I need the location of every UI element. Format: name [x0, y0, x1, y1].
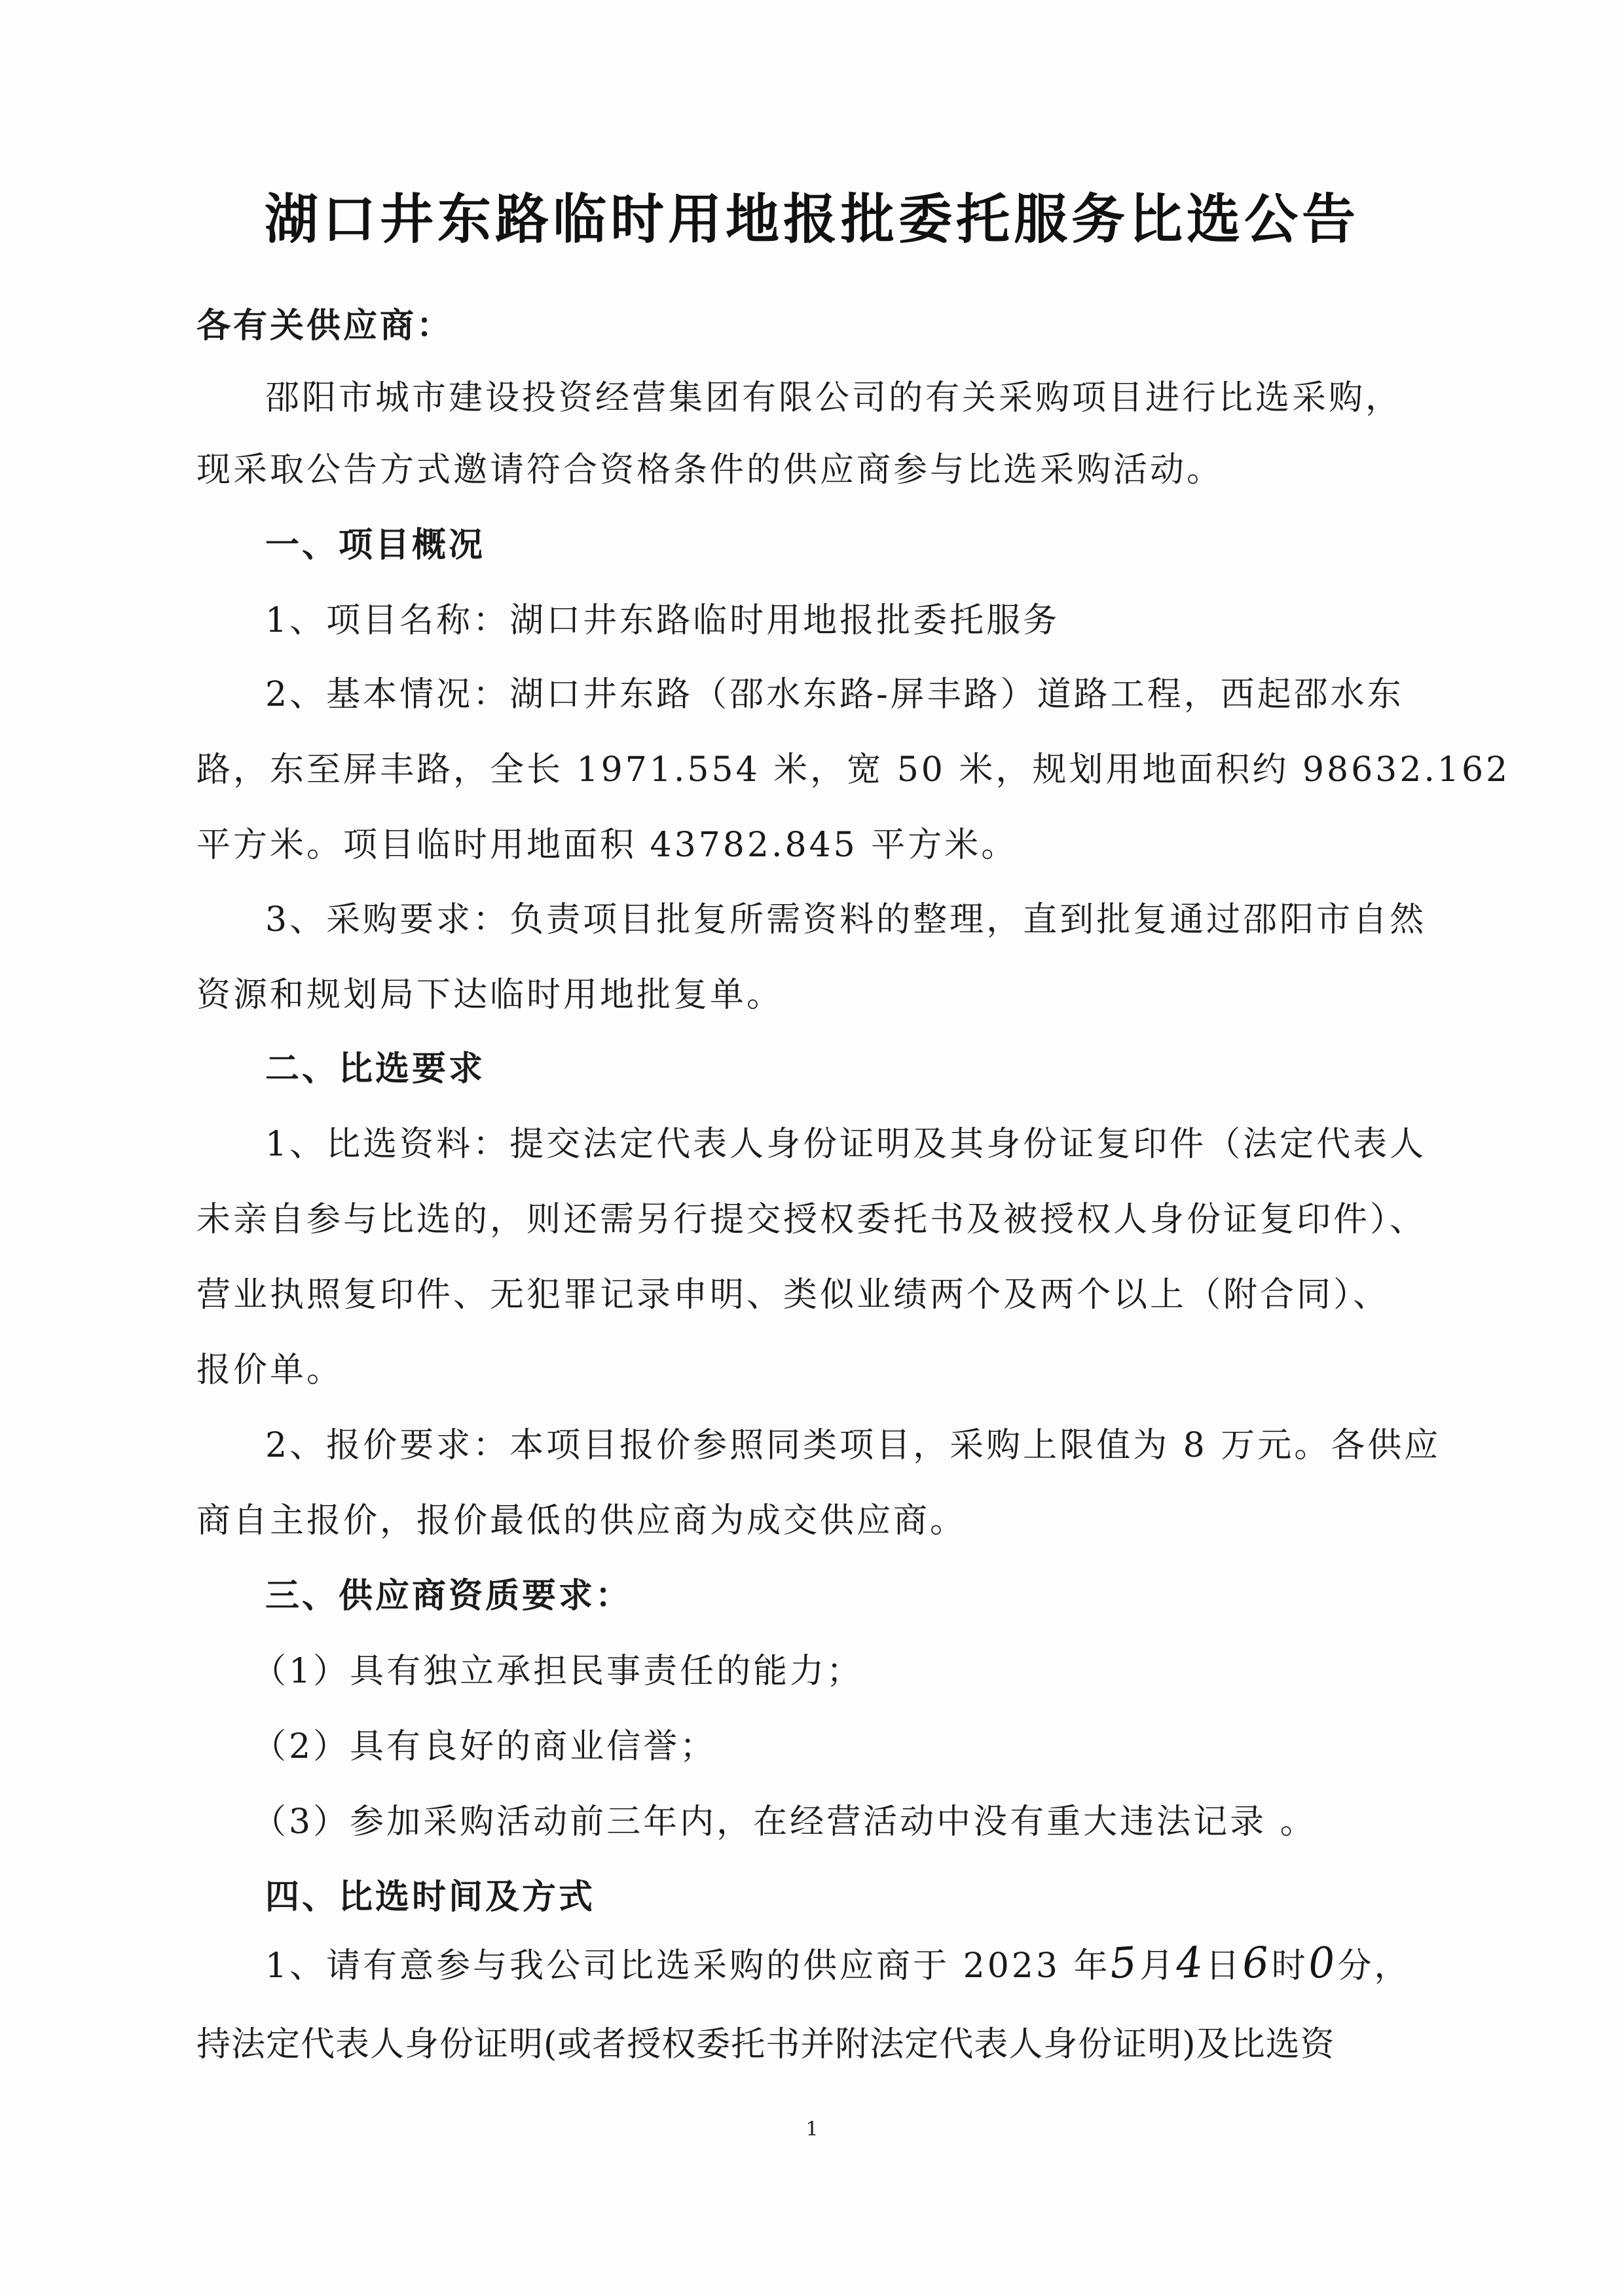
section-3-item-3: （3）参加采购活动前三年内，在经营活动中没有重大违法记录 。 [252, 1802, 1317, 1842]
section-2-item-1-line-3: 营业执照复印件、无犯罪记录申明、类似业绩两个及两个以上（附合同）、 [196, 1275, 1390, 1315]
page-number: 1 [805, 2118, 819, 2141]
section-2-item-1-line-4: 报价单。 [196, 1351, 344, 1390]
section-2-heading: 二、比选要求 [265, 1049, 486, 1089]
hour-label: 时 [1271, 1946, 1308, 1986]
section-4-item-1-prefix: 1、请有意参与我公司比选采购的供应商于 2023 年 [265, 1946, 1111, 1986]
handwritten-month: 5 [1108, 1938, 1141, 1989]
section-4-heading: 四、比选时间及方式 [265, 1878, 596, 1917]
section-2-item-2-line-2: 商自主报价，报价最低的供应商为成交供应商。 [196, 1501, 967, 1540]
handwritten-day: 4 [1174, 1938, 1208, 1989]
section-2-item-1-line-1: 1、比选资料：提交法定代表人身份证明及其身份证复印件（法定代表人 [265, 1125, 1427, 1164]
section-1-heading: 一、项目概况 [265, 526, 486, 565]
section-1-item-2-line-2: 路，东至屏丰路，全长 1971.554 米，宽 50 米，规划用地面积约 98632.162 [196, 750, 1511, 790]
handwritten-hour: 6 [1240, 1938, 1274, 1989]
section-3-heading: 三、供应商资质要求： [265, 1576, 633, 1616]
minute-label: 分， [1337, 1946, 1411, 1986]
day-label: 日 [1205, 1946, 1242, 1986]
section-2-item-1-line-2: 未亲自参与比选的，则还需另行提交授权委托书及被授权人身份证复印件）、 [196, 1200, 1427, 1239]
section-3-item-1: （1）具有独立承担民事责任的能力； [252, 1652, 864, 1691]
intro-line-1: 邵阳市城市建设投资经营集团有限公司的有关采购项目进行比选采购， [265, 378, 1403, 418]
section-4-item-1-line-2: 持法定代表人身份证明(或者授权委托书并附法定代表人身份证明)及比选资 [196, 2025, 1335, 2064]
section-1-item-2-line-1: 2、基本情况：湖口井东路（邵水东路-屏丰路）道路工程，西起邵水东 [265, 675, 1404, 714]
salutation: 各有关供应商： [196, 306, 454, 346]
section-4-item-1-line-1 [265, 1938, 1411, 1988]
intro-line-2: 现采取公告方式邀请符合资格条件的供应商参与比选采购活动。 [196, 450, 1224, 490]
section-1-item-3-line-1: 3、采购要求：负责项目批复所需资料的整理，直到批复通过邵阳市自然 [265, 900, 1427, 939]
section-2-item-2-line-1: 2、报价要求：本项目报价参照同类项目，采购上限值为 8 万元。各供应 [265, 1426, 1441, 1465]
handwritten-minute: 0 [1306, 1938, 1339, 1989]
section-1-item-2-line-3: 平方米。项目临时用地面积 43782.845 平方米。 [196, 826, 1018, 865]
document-title: 湖口井东路临时用地报批委托服务比选公告 [264, 189, 1359, 251]
section-1-item-3-line-2: 资源和规划局下达临时用地批复单。 [196, 975, 784, 1015]
month-label: 月 [1139, 1946, 1177, 1986]
section-3-item-2: （2）具有良好的商业信誉； [252, 1727, 717, 1766]
section-1-item-1: 1、项目名称：湖口井东路临时用地报批委托服务 [265, 601, 1060, 640]
